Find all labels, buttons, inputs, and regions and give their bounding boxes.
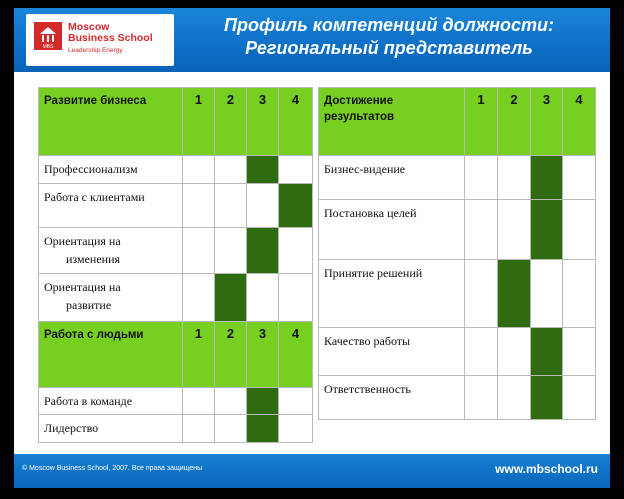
level-cell [279, 388, 313, 415]
table-row [319, 156, 596, 200]
competency-label: Работа с клиентами [39, 184, 183, 228]
section-title: Работа с людьми [39, 322, 183, 388]
level-cell [215, 415, 247, 443]
level-cell-filled [531, 328, 563, 376]
level-cell-filled [247, 415, 279, 443]
level-header: 1 [465, 88, 498, 156]
header-bar [14, 8, 610, 72]
table-row [39, 184, 313, 228]
level-cell [215, 184, 247, 228]
level-header: 2 [498, 88, 531, 156]
competency-label: Качество работы [319, 328, 465, 376]
level-cell-filled [215, 274, 247, 322]
level-header: 1 [183, 88, 215, 156]
title-line2: Региональный представитель [245, 38, 533, 58]
right-competency-table [318, 87, 596, 420]
level-cell [247, 184, 279, 228]
table-row [39, 388, 313, 415]
level-header: 1 [183, 322, 215, 388]
competency-label: Ответственность [319, 376, 465, 420]
level-cell-filled [531, 200, 563, 260]
footer-bar [14, 454, 610, 488]
level-cell-filled [247, 228, 279, 274]
level-cell [465, 328, 498, 376]
table-row [319, 260, 596, 328]
level-cell [498, 328, 531, 376]
level-cell [563, 328, 596, 376]
label-line2: развитие [66, 298, 112, 312]
logo [26, 14, 174, 66]
level-cell-filled [247, 156, 279, 184]
title-line1: Профиль компетенций должности: [224, 15, 554, 35]
left-competency-table [38, 87, 313, 443]
level-header: 2 [215, 88, 247, 156]
level-cell [498, 200, 531, 260]
section-title: Развитие бизнеса [39, 88, 183, 156]
competency-label: Постановка целей [319, 200, 465, 260]
level-header: 4 [279, 88, 313, 156]
level-cell [183, 228, 215, 274]
section-title-line2: результатов [324, 111, 395, 123]
level-cell-filled [498, 260, 531, 328]
level-cell-filled [247, 388, 279, 415]
page-title [184, 14, 594, 60]
level-header: 3 [531, 88, 563, 156]
level-cell [183, 415, 215, 443]
level-cell [498, 156, 531, 200]
level-header: 3 [247, 322, 279, 388]
table-header-row [39, 322, 313, 388]
logo-tagline: Leadership Energy [68, 47, 123, 54]
level-cell [183, 184, 215, 228]
competency-label: Принятие решений [319, 260, 465, 328]
level-cell [563, 200, 596, 260]
level-cell [279, 156, 313, 184]
level-cell [183, 274, 215, 322]
section-title [319, 88, 465, 156]
table-row [319, 376, 596, 420]
level-cell [215, 228, 247, 274]
level-cell [279, 228, 313, 274]
level-cell [183, 156, 215, 184]
logo-name [68, 22, 172, 44]
level-cell [563, 376, 596, 420]
competency-label: Лидерство [39, 415, 183, 443]
logo-line2: Business School [68, 32, 153, 44]
level-cell-filled [531, 376, 563, 420]
competency-label: Работа в команде [39, 388, 183, 415]
level-header: 2 [215, 322, 247, 388]
table-row [39, 156, 313, 184]
level-cell [279, 415, 313, 443]
table-header-row [319, 88, 596, 156]
level-cell [465, 156, 498, 200]
level-cell [183, 388, 215, 415]
level-cell [215, 156, 247, 184]
level-cell [498, 376, 531, 420]
competency-label: Бизнес-видение [319, 156, 465, 200]
competency-label [39, 274, 183, 322]
level-header: 3 [247, 88, 279, 156]
site-url: www.mbschool.ru [495, 462, 598, 476]
level-cell [465, 376, 498, 420]
section-title-line1: Достижение [324, 95, 394, 107]
level-cell [215, 388, 247, 415]
logo-line1: Moscow [68, 21, 110, 33]
table-row [39, 415, 313, 443]
copyright-text: © Moscow Business School, 2007. Все права защищены [22, 465, 203, 472]
slide [14, 8, 610, 488]
label-line2: изменения [66, 252, 121, 266]
logo-mark-icon [34, 22, 62, 50]
level-cell [563, 156, 596, 200]
table-row [319, 328, 596, 376]
table-row [39, 274, 313, 322]
level-cell [247, 274, 279, 322]
level-header: 4 [563, 88, 596, 156]
level-cell [465, 200, 498, 260]
level-cell [531, 260, 563, 328]
svg-text:MBS: MBS [42, 44, 54, 50]
level-header: 4 [279, 322, 313, 388]
table-header-row [39, 88, 313, 156]
level-cell-filled [279, 184, 313, 228]
level-cell [465, 260, 498, 328]
competency-label [39, 228, 183, 274]
competency-label: Профессионализм [39, 156, 183, 184]
level-cell [279, 274, 313, 322]
table-row [319, 200, 596, 260]
level-cell-filled [531, 156, 563, 200]
label-line1: Ориентация на [44, 234, 121, 248]
table-row [39, 228, 313, 274]
level-cell [563, 260, 596, 328]
label-line1: Ориентация на [44, 280, 121, 294]
